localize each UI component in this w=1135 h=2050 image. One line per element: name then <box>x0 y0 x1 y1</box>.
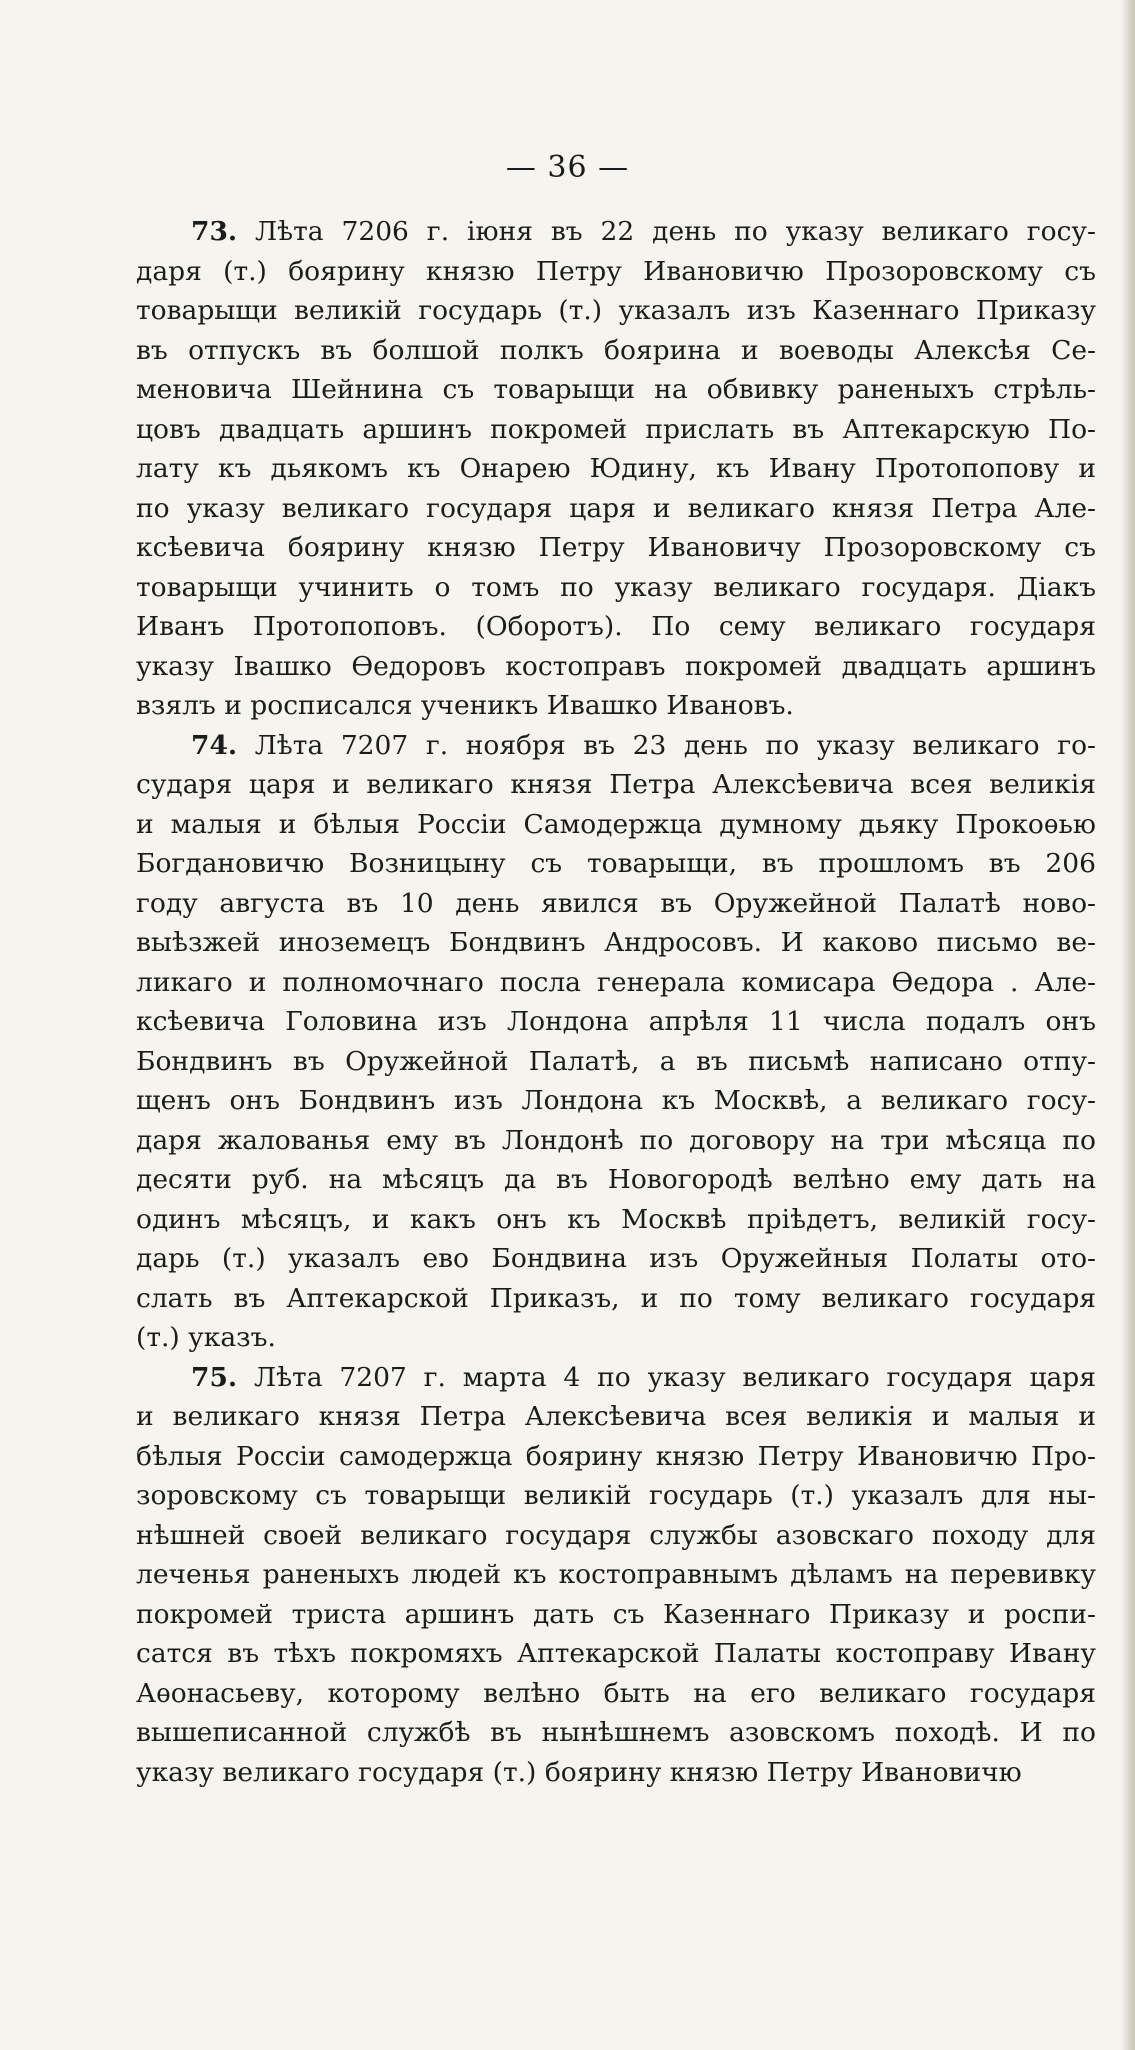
line-text: Лѣта 7206 г. іюня въ 22 день по указу великаго госу- <box>255 216 1096 247</box>
entry-number: 75. <box>191 1361 238 1393</box>
line-text: нѣшней своей великаго государя службы азовскаго походу для <box>136 1519 1096 1551</box>
text-line <box>136 212 1096 252</box>
text-line <box>136 1358 1096 1398</box>
line-text: выѣзжей иноземецъ Бондвинъ Андросовъ. И каково письмо ве- <box>136 927 1096 958</box>
line-text: указу Івашко Ѳедоровъ костоправъ покромей двадцать аршинъ <box>136 650 1096 682</box>
entry-paragraph <box>136 212 1096 726</box>
line-text: Лѣта 7207 г. ноября въ 23 день по указу великаго го- <box>254 729 1096 761</box>
line-text: въ отпускъ въ болшой полкъ боярина и воеводы Алексѣя Се- <box>136 334 1096 366</box>
text-line <box>136 726 1096 766</box>
line-text: цовъ двадцать аршинъ покромей прислать въ Аптекарскую По- <box>136 413 1096 445</box>
text-line <box>136 963 1096 1003</box>
text-line <box>136 1081 1096 1121</box>
text-line <box>136 1239 1096 1279</box>
page-number: — 36 — <box>505 150 630 185</box>
line-text: вышеписанной службѣ въ нынѣшнемъ азовскомъ походѣ. И по <box>136 1717 1096 1748</box>
line-text: лату къ дьякомъ къ Онарею Юдину, къ Ивану Протопопову и <box>136 453 1096 484</box>
text-line <box>136 923 1096 963</box>
entry-number: 73. <box>191 216 238 247</box>
document-body <box>136 212 1096 1792</box>
text-line <box>136 844 1096 884</box>
text-line <box>136 331 1096 371</box>
line-text: по указу великаго государя царя и великаго князя Петра Але- <box>136 492 1096 524</box>
line-text: зоровскому съ товарыщи великій государь (т.) указалъ для ны- <box>136 1480 1096 1511</box>
line-text: леченья раненыхъ людей къ костоправнымъ дѣламъ на перевивку <box>136 1559 1096 1590</box>
line-text: даря жалованья ему въ Лондонѣ по договору на три мѣсяца по <box>136 1124 1096 1156</box>
line-text: слать въ Аптекарской Приказъ, и по тому великаго государя <box>136 1282 1096 1314</box>
line-text: товарыщи учинить о томъ по указу великаго государя. Діакъ <box>136 571 1096 603</box>
text-line <box>136 686 1096 726</box>
text-line <box>136 1595 1096 1635</box>
text-line <box>136 1674 1096 1714</box>
entry-paragraph <box>136 726 1096 1358</box>
text-line <box>136 1516 1096 1556</box>
line-text: одинъ мѣсяцъ, и какъ онъ къ Москвѣ пріѣдетъ, великій госу- <box>136 1203 1096 1235</box>
text-line <box>136 1002 1096 1042</box>
text-line <box>136 1397 1096 1437</box>
line-text: покромей триста аршинъ дать съ Казеннаго Приказу и роспи- <box>136 1598 1096 1630</box>
line-text: и малыя и бѣлыя Россіи Самодержца думному дьяку Прокоѳью <box>136 808 1096 840</box>
line-text: сударя царя и великаго князя Петра Алексѣевича всея великія <box>136 769 1096 800</box>
line-text: Лѣта 7207 г. марта 4 по указу великаго государя царя <box>253 1361 1096 1393</box>
text-line <box>136 805 1096 845</box>
text-line <box>136 370 1096 410</box>
text-line <box>136 1437 1096 1477</box>
line-text: щенъ онъ Бондвинъ изъ Лондона къ Москвѣ, а великаго госу- <box>136 1085 1096 1116</box>
line-text: десяти руб. на мѣсяцъ да въ Новогородѣ велѣно ему дать на <box>136 1164 1096 1195</box>
text-line <box>136 1042 1096 1082</box>
text-line <box>136 1121 1096 1161</box>
text-line <box>136 449 1096 489</box>
text-line <box>136 1555 1096 1595</box>
line-text: даря (т.) боярину князю Петру Ивановичю Прозоровскому съ <box>136 255 1096 287</box>
text-line <box>136 607 1096 647</box>
text-line <box>136 1753 1096 1793</box>
line-text: меновича Шейнина съ товарыщи на обвивку раненыхъ стрѣль- <box>136 374 1096 405</box>
line-text: Иванъ Протопоповъ. (Оборотъ). По сему великаго государя <box>136 611 1096 642</box>
line-text: Богдановичю Возницыну съ товарыщи, въ прошломъ въ 206 <box>136 848 1096 879</box>
text-line <box>136 1476 1096 1516</box>
line-text: бѣлыя Россіи самодержца боярину князю Петру Ивановичю Про- <box>136 1440 1096 1472</box>
line-text: сатся въ тѣхъ покромяхъ Аптекарской Палаты костоправу Ивану <box>136 1638 1096 1669</box>
line-text: ксѣевича Головина изъ Лондона апрѣля 11 числа подалъ онъ <box>136 1006 1096 1037</box>
text-line <box>136 1634 1096 1674</box>
line-text: и великаго князя Петра Алексѣевича всея великія и малыя и <box>136 1401 1096 1432</box>
line-text: Аѳонасьеву, которому велѣно быть на его великаго государя <box>136 1677 1096 1709</box>
page-edge-shadow <box>1121 0 1135 2050</box>
line-text: году августа въ 10 день явился въ Оружейной Палатѣ ново- <box>136 887 1096 919</box>
text-line <box>136 410 1096 450</box>
text-line <box>136 489 1096 529</box>
line-text: взялъ и росписался ученикъ Ивашко Ивановъ. <box>136 690 794 721</box>
line-text: указу великаго государя (т.) боярину князю Петру Ивановичю <box>136 1756 1022 1788</box>
text-line <box>136 252 1096 292</box>
text-line <box>136 1279 1096 1319</box>
text-line <box>136 528 1096 568</box>
entry-paragraph <box>136 1358 1096 1793</box>
entry-number: 74. <box>191 729 238 761</box>
text-line <box>136 1200 1096 1240</box>
line-text: дарь (т.) указалъ ево Бондвина изъ Оружейныя Полаты ото- <box>136 1243 1096 1274</box>
line-text: ксѣевича боярину князю Петру Ивановичу Прозоровскому съ <box>136 532 1096 563</box>
line-text: товарыщи великій государь (т.) указалъ изъ Казеннаго Приказу <box>136 295 1096 326</box>
text-line <box>136 1318 1096 1358</box>
text-line <box>136 1713 1096 1753</box>
text-line <box>136 568 1096 608</box>
text-line <box>136 1160 1096 1200</box>
line-text: ликаго и полномочнаго посла генерала комисара Ѳедора . Але- <box>136 966 1096 998</box>
text-line <box>136 765 1096 805</box>
line-text: Бондвинъ въ Оружейной Палатѣ, а въ письмѣ написано отпу- <box>136 1045 1096 1077</box>
text-line <box>136 647 1096 687</box>
text-line <box>136 884 1096 924</box>
text-line <box>136 291 1096 331</box>
line-text: (т.) указъ. <box>136 1322 276 1353</box>
